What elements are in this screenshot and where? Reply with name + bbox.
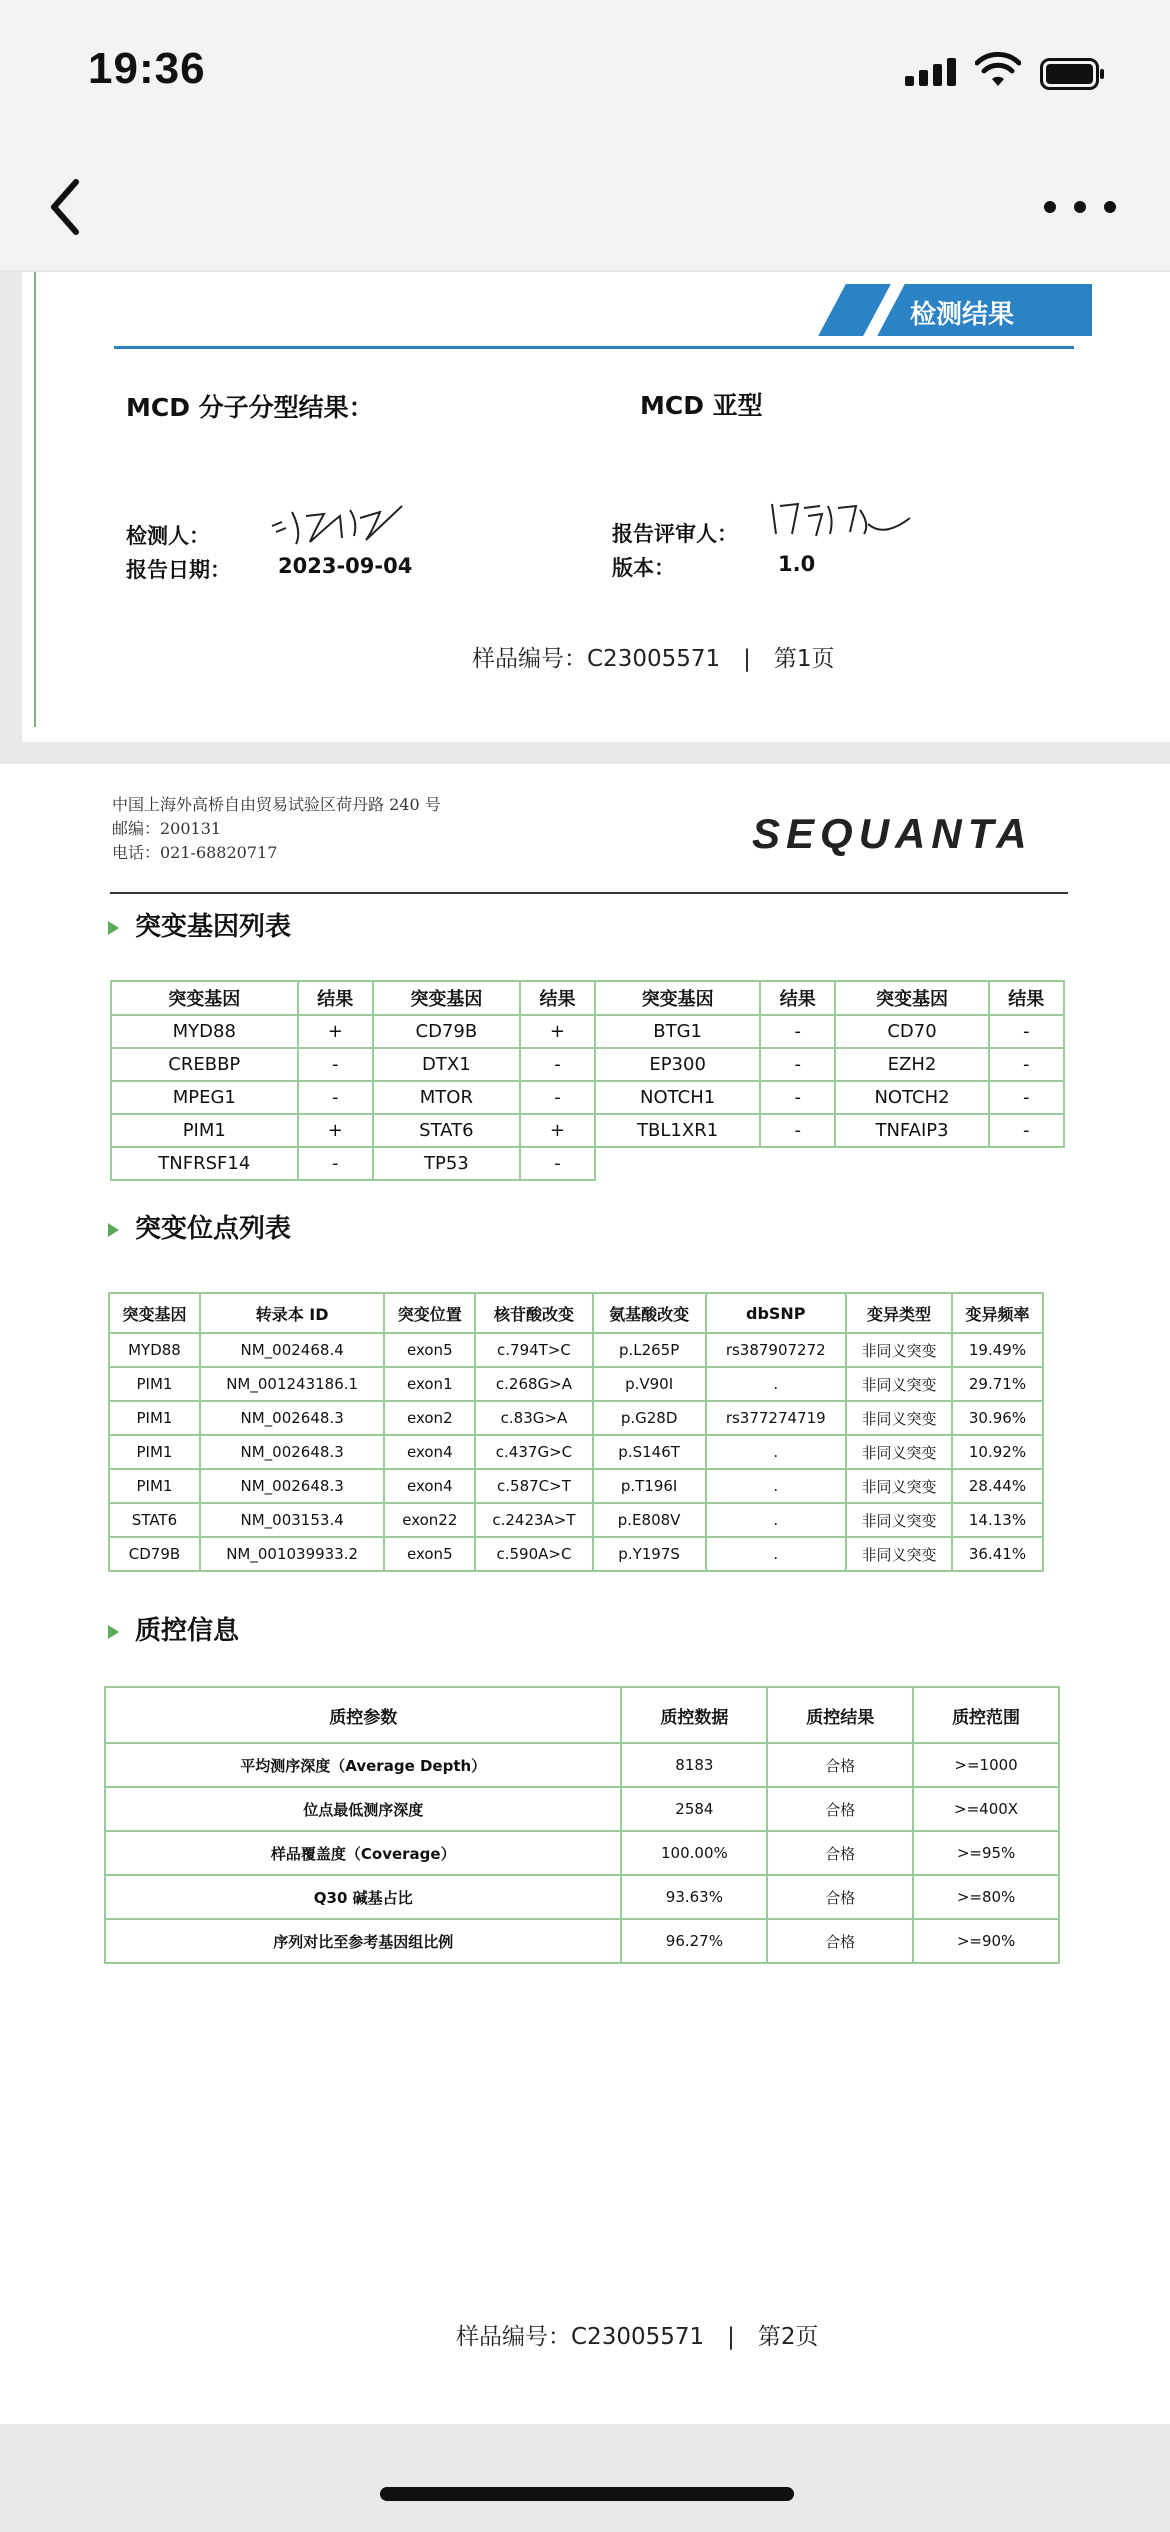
report-page-2 xyxy=(0,764,1170,2424)
table-cell: - xyxy=(298,1081,373,1114)
table-cell: p.S146T xyxy=(593,1435,706,1469)
table-cell: PIM1 xyxy=(111,1114,298,1147)
table-cell: BTG1 xyxy=(595,1015,760,1048)
table-header-cell: 核苷酸改变 xyxy=(475,1293,592,1333)
section-bullet-icon xyxy=(108,1223,119,1237)
table-cell: NM_002648.3 xyxy=(200,1401,384,1435)
table-row xyxy=(111,1048,1064,1081)
table-cell: >=95% xyxy=(913,1831,1059,1875)
table-cell: - xyxy=(989,1015,1064,1048)
table-cell: c.268G>A xyxy=(475,1367,592,1401)
table-header-cell: 质控数据 xyxy=(621,1687,767,1743)
section-bullet-icon xyxy=(108,921,119,935)
table-cell: c.590A>C xyxy=(475,1537,592,1571)
report-date-label: 报告日期： xyxy=(126,558,231,582)
table-header-row xyxy=(105,1687,1059,1743)
table-cell: 14.13% xyxy=(952,1503,1043,1537)
table-cell: . xyxy=(706,1537,846,1571)
table-header-row xyxy=(109,1293,1043,1333)
table-cell: . xyxy=(706,1503,846,1537)
table-cell: - xyxy=(989,1114,1064,1147)
qc-section-title xyxy=(108,1610,239,1647)
table-cell: PIM1 xyxy=(109,1367,200,1401)
status-time: 19:36 xyxy=(88,44,206,93)
table-header-cell: 氨基酸改变 xyxy=(593,1293,706,1333)
table-header-cell: 结果 xyxy=(298,981,373,1015)
table-cell: 非同义突变 xyxy=(846,1503,952,1537)
empty-cell xyxy=(835,1147,988,1180)
mutation-site-section-title xyxy=(108,1208,291,1245)
result-banner-text: 检测结果 xyxy=(910,300,1015,330)
table-cell: PIM1 xyxy=(109,1469,200,1503)
mcd-classification-value: MCD 亚型 xyxy=(640,391,763,420)
table-header-cell: 结果 xyxy=(989,981,1064,1015)
table-cell: NOTCH2 xyxy=(835,1081,988,1114)
table-header-cell: 结果 xyxy=(760,981,835,1015)
table-header-cell: 突变基因 xyxy=(109,1293,200,1333)
table-cell: - xyxy=(760,1081,835,1114)
table-cell: Q30 碱基占比 xyxy=(105,1875,621,1919)
table-row xyxy=(105,1875,1059,1919)
table-header-cell: 突变位置 xyxy=(384,1293,475,1333)
table-cell: CD79B xyxy=(373,1015,520,1048)
page-2-footer: 样品编号：C23005571 | 第2页 xyxy=(456,2324,819,2350)
table-cell: rs377274719 xyxy=(706,1401,846,1435)
table-cell: c.2423A>T xyxy=(475,1503,592,1537)
table-cell: - xyxy=(760,1114,835,1147)
table-header-cell: 突变基因 xyxy=(835,981,988,1015)
table-cell: p.L265P xyxy=(593,1333,706,1367)
table-cell: >=90% xyxy=(913,1919,1059,1963)
table-cell: NM_001039933.2 xyxy=(200,1537,384,1571)
table-row xyxy=(105,1831,1059,1875)
table-cell: STAT6 xyxy=(373,1114,520,1147)
nav-bar xyxy=(0,150,1170,270)
version-value: 1.0 xyxy=(778,552,816,576)
table-cell: NM_002468.4 xyxy=(200,1333,384,1367)
table-cell: 合格 xyxy=(767,1875,913,1919)
table-row xyxy=(105,1787,1059,1831)
table-cell: 96.27% xyxy=(621,1919,767,1963)
section-bullet-icon xyxy=(108,1625,119,1639)
table-cell: - xyxy=(989,1048,1064,1081)
table-cell: 序列对比至参考基因组比例 xyxy=(105,1919,621,1963)
table-cell: 非同义突变 xyxy=(846,1367,952,1401)
table-cell: + xyxy=(520,1114,595,1147)
table-cell: 19.49% xyxy=(952,1333,1043,1367)
address-line: 中国上海外高桥自由贸易试验区荷丹路 240 号 xyxy=(112,795,441,814)
table-cell: 合格 xyxy=(767,1919,913,1963)
table-header-cell: 结果 xyxy=(520,981,595,1015)
table-cell: CREBBP xyxy=(111,1048,298,1081)
table-cell: . xyxy=(706,1469,846,1503)
table-row xyxy=(105,1743,1059,1787)
table-header-cell: dbSNP xyxy=(706,1293,846,1333)
table-cell: exon22 xyxy=(384,1503,475,1537)
version-label: 版本： xyxy=(612,556,675,580)
table-cell: - xyxy=(298,1147,373,1180)
table-header-cell: 突变基因 xyxy=(595,981,760,1015)
table-row xyxy=(109,1401,1043,1435)
table-cell: . xyxy=(706,1435,846,1469)
table-cell: 非同义突变 xyxy=(846,1401,952,1435)
mcd-classification-label: MCD 分子分型结果： xyxy=(126,393,374,422)
table-cell: - xyxy=(760,1048,835,1081)
table-row xyxy=(111,1114,1064,1147)
table-cell: 样品覆盖度（Coverage） xyxy=(105,1831,621,1875)
table-row xyxy=(109,1537,1043,1571)
table-cell: 非同义突变 xyxy=(846,1537,952,1571)
battery-icon xyxy=(1040,58,1106,90)
table-cell: 8183 xyxy=(621,1743,767,1787)
wifi-icon xyxy=(975,52,1021,88)
table-cell: 10.92% xyxy=(952,1435,1043,1469)
table-header-cell: 质控参数 xyxy=(105,1687,621,1743)
page-1-footer: 样品编号：C23005571 | 第1页 xyxy=(472,646,835,672)
table-cell: 合格 xyxy=(767,1787,913,1831)
mutation-gene-section-title xyxy=(108,906,291,943)
reviewer-signature xyxy=(764,494,914,544)
table-cell: 平均测序深度（Average Depth） xyxy=(105,1743,621,1787)
report-page-1 xyxy=(22,272,1170,742)
table-cell: p.V90I xyxy=(593,1367,706,1401)
report-date-value: 2023-09-04 xyxy=(278,554,413,578)
table-row xyxy=(109,1469,1043,1503)
table-cell: MYD88 xyxy=(109,1333,200,1367)
table-cell: 28.44% xyxy=(952,1469,1043,1503)
table-cell: STAT6 xyxy=(109,1503,200,1537)
page-margin-line xyxy=(34,272,36,727)
table-cell: MYD88 xyxy=(111,1015,298,1048)
table-cell: 非同义突变 xyxy=(846,1333,952,1367)
table-header-cell: 变异频率 xyxy=(952,1293,1043,1333)
table-cell: >=1000 xyxy=(913,1743,1059,1787)
table-header-cell: 质控范围 xyxy=(913,1687,1059,1743)
table-cell: MTOR xyxy=(373,1081,520,1114)
table-cell: exon1 xyxy=(384,1367,475,1401)
table-cell: - xyxy=(520,1048,595,1081)
table-cell: c.437G>C xyxy=(475,1435,592,1469)
table-cell: >=400X xyxy=(913,1787,1059,1831)
back-chevron-icon[interactable] xyxy=(40,172,100,242)
table-cell: p.T196I xyxy=(593,1469,706,1503)
table-cell: . xyxy=(706,1367,846,1401)
table-cell: 100.00% xyxy=(621,1831,767,1875)
table-cell: TP53 xyxy=(373,1147,520,1180)
table-cell: NM_002648.3 xyxy=(200,1435,384,1469)
table-cell: NM_003153.4 xyxy=(200,1503,384,1537)
table-cell: >=80% xyxy=(913,1875,1059,1919)
table-cell: - xyxy=(298,1048,373,1081)
table-cell: rs387907272 xyxy=(706,1333,846,1367)
table-cell: MPEG1 xyxy=(111,1081,298,1114)
table-row xyxy=(111,1147,1064,1180)
table-cell: 合格 xyxy=(767,1831,913,1875)
more-options-icon[interactable] xyxy=(1040,194,1120,220)
table-cell: TBL1XR1 xyxy=(595,1114,760,1147)
table-cell: 合格 xyxy=(767,1743,913,1787)
table-cell: DTX1 xyxy=(373,1048,520,1081)
table-cell: exon5 xyxy=(384,1333,475,1367)
table-cell: exon4 xyxy=(384,1435,475,1469)
table-cell: p.G28D xyxy=(593,1401,706,1435)
table-row xyxy=(111,1015,1064,1048)
tester-signature xyxy=(262,492,412,552)
table-cell: NOTCH1 xyxy=(595,1081,760,1114)
empty-cell xyxy=(760,1147,835,1180)
table-cell: EP300 xyxy=(595,1048,760,1081)
table-row xyxy=(105,1919,1059,1963)
cellular-signal-icon xyxy=(905,58,956,86)
table-cell: 位点最低测序深度 xyxy=(105,1787,621,1831)
empty-cell xyxy=(595,1147,760,1180)
table-header-cell: 质控结果 xyxy=(767,1687,913,1743)
table-row xyxy=(109,1435,1043,1469)
table-cell: p.E808V xyxy=(593,1503,706,1537)
qc-table xyxy=(104,1686,1060,1964)
table-cell: c.794T>C xyxy=(475,1333,592,1367)
home-indicator[interactable] xyxy=(380,2487,794,2501)
table-cell: 非同义突变 xyxy=(846,1469,952,1503)
table-row xyxy=(111,1081,1064,1114)
table-cell: CD79B xyxy=(109,1537,200,1571)
table-cell: + xyxy=(298,1114,373,1147)
table-cell: exon5 xyxy=(384,1537,475,1571)
table-row xyxy=(109,1367,1043,1401)
table-row xyxy=(109,1503,1043,1537)
table-cell: - xyxy=(989,1081,1064,1114)
table-cell: + xyxy=(298,1015,373,1048)
company-logo: SEQUANTA xyxy=(752,810,1033,857)
section-title-text: 突变基因列表 xyxy=(135,912,292,942)
table-cell: c.587C>T xyxy=(475,1469,592,1503)
table-header-cell: 转录本 ID xyxy=(200,1293,384,1333)
table-cell: 36.41% xyxy=(952,1537,1043,1571)
table-cell: - xyxy=(520,1081,595,1114)
table-cell: p.Y197S xyxy=(593,1537,706,1571)
mutation-site-table xyxy=(108,1292,1044,1572)
table-cell: PIM1 xyxy=(109,1401,200,1435)
table-header-cell: 突变基因 xyxy=(373,981,520,1015)
section-title-text: 突变位点列表 xyxy=(135,1214,292,1244)
table-cell: EZH2 xyxy=(835,1048,988,1081)
table-cell: NM_001243186.1 xyxy=(200,1367,384,1401)
table-cell: CD70 xyxy=(835,1015,988,1048)
page-2-header-divider xyxy=(110,892,1068,894)
table-cell: 30.96% xyxy=(952,1401,1043,1435)
table-header-cell: 突变基因 xyxy=(111,981,298,1015)
table-cell: + xyxy=(520,1015,595,1048)
table-cell: 29.71% xyxy=(952,1367,1043,1401)
table-cell: PIM1 xyxy=(109,1435,200,1469)
table-cell: 2584 xyxy=(621,1787,767,1831)
table-cell: exon4 xyxy=(384,1469,475,1503)
table-cell: 非同义突变 xyxy=(846,1435,952,1469)
section-title-text: 质控信息 xyxy=(135,1616,240,1646)
table-cell: 93.63% xyxy=(621,1875,767,1919)
table-cell: c.83G>A xyxy=(475,1401,592,1435)
phone-line: 电话：021-68820717 xyxy=(112,843,278,862)
empty-cell xyxy=(989,1147,1064,1180)
table-cell: - xyxy=(520,1147,595,1180)
table-header-cell: 变异类型 xyxy=(846,1293,952,1333)
table-row xyxy=(109,1333,1043,1367)
mutation-gene-table xyxy=(110,980,1065,1181)
table-cell: TNFAIP3 xyxy=(835,1114,988,1147)
table-cell: TNFRSF14 xyxy=(111,1147,298,1180)
table-header-row xyxy=(111,981,1064,1015)
reviewer-label: 报告评审人： xyxy=(612,522,738,546)
table-cell: - xyxy=(760,1015,835,1048)
tester-label: 检测人： xyxy=(126,524,210,548)
header-divider xyxy=(114,346,1074,349)
table-cell: NM_002648.3 xyxy=(200,1469,384,1503)
table-cell: exon2 xyxy=(384,1401,475,1435)
postcode-line: 邮编：200131 xyxy=(112,819,222,838)
